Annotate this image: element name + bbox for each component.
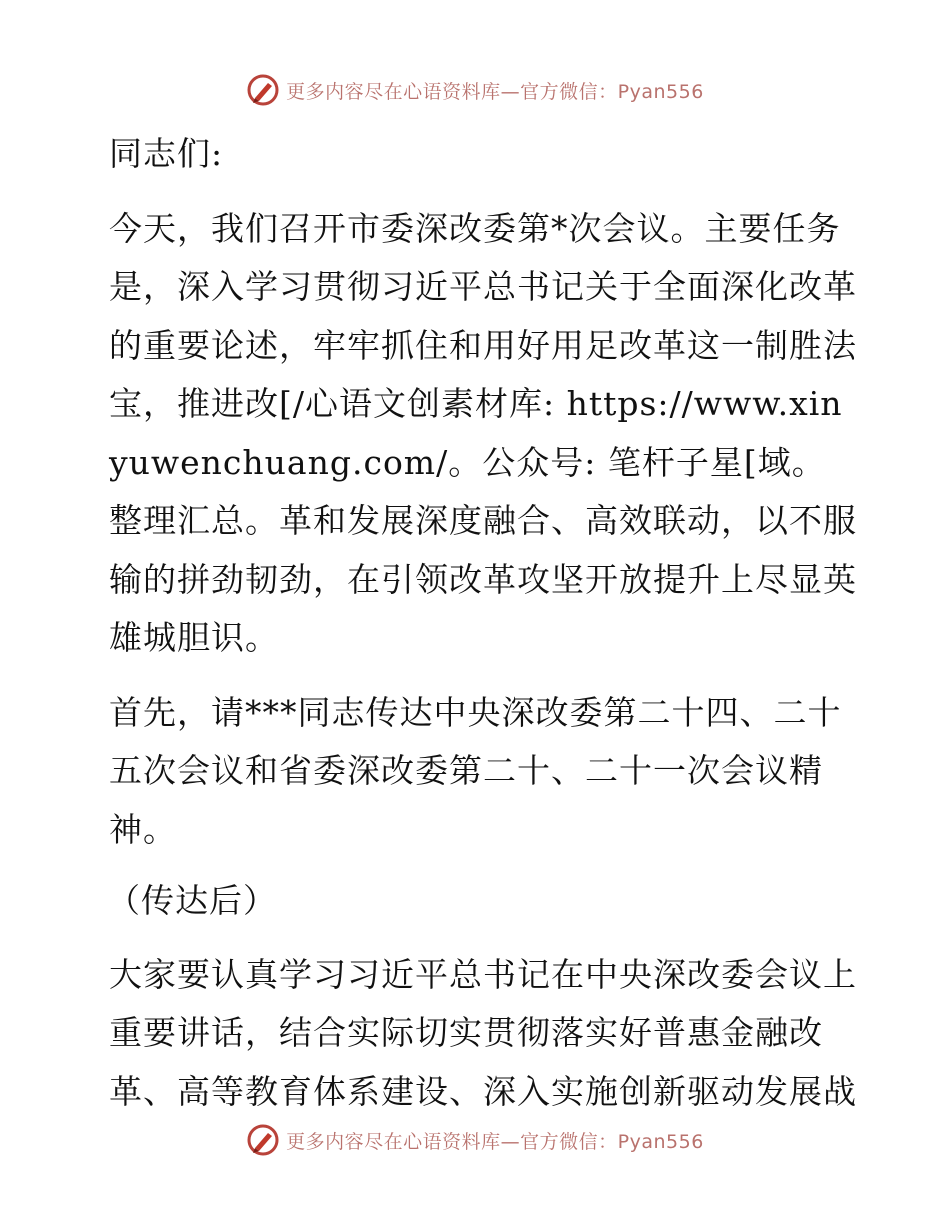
- header-watermark: [0, 70, 950, 110]
- paragraph-instruction: 首先，请***同志传达中央深改委第二十四、二十五次会议和省委深改委第二十、二十一次会议精神。: [109, 692, 842, 849]
- red-pen-logo-icon: [246, 73, 280, 107]
- paragraph-requirement: 大家要认真学习习近平总书记在中央深改委会议上重要讲话，结合实际切实贯彻落实好普惠金融改革、高等教育体系建设、深入实施创新驱动发展战: [109, 954, 857, 1111]
- header-watermark-text: 更多内容尽在心语资料库—官方微信：Pyan556: [286, 80, 704, 103]
- footer-watermark-text: 更多内容尽在心语资料库—官方微信：Pyan556: [286, 1130, 704, 1153]
- paragraph-opening: 今天，我们召开市委深改委第*次会议。主要任务是，深入学习贯彻习近平总书记关于全面深化改革的重要论述，牢牢抓住和用好用足改革这一制胜法宝，推进改[/心语文创素材库: https://www.xinyuwenchuang.com/。公众号: 笔杆子星[域。整理汇总。革和发展深度融合、高效联动，以不服输的拼劲韧劲，在引领改革攻坚开放提升上尽显英雄城胆识。: [109, 208, 857, 657]
- footer-watermark: [0, 1120, 950, 1160]
- document-body: [97, 125, 857, 1121]
- red-pen-logo-icon: [246, 1123, 280, 1157]
- salutation: 同志们:: [109, 134, 224, 173]
- paragraph-note: （传达后）: [107, 881, 277, 920]
